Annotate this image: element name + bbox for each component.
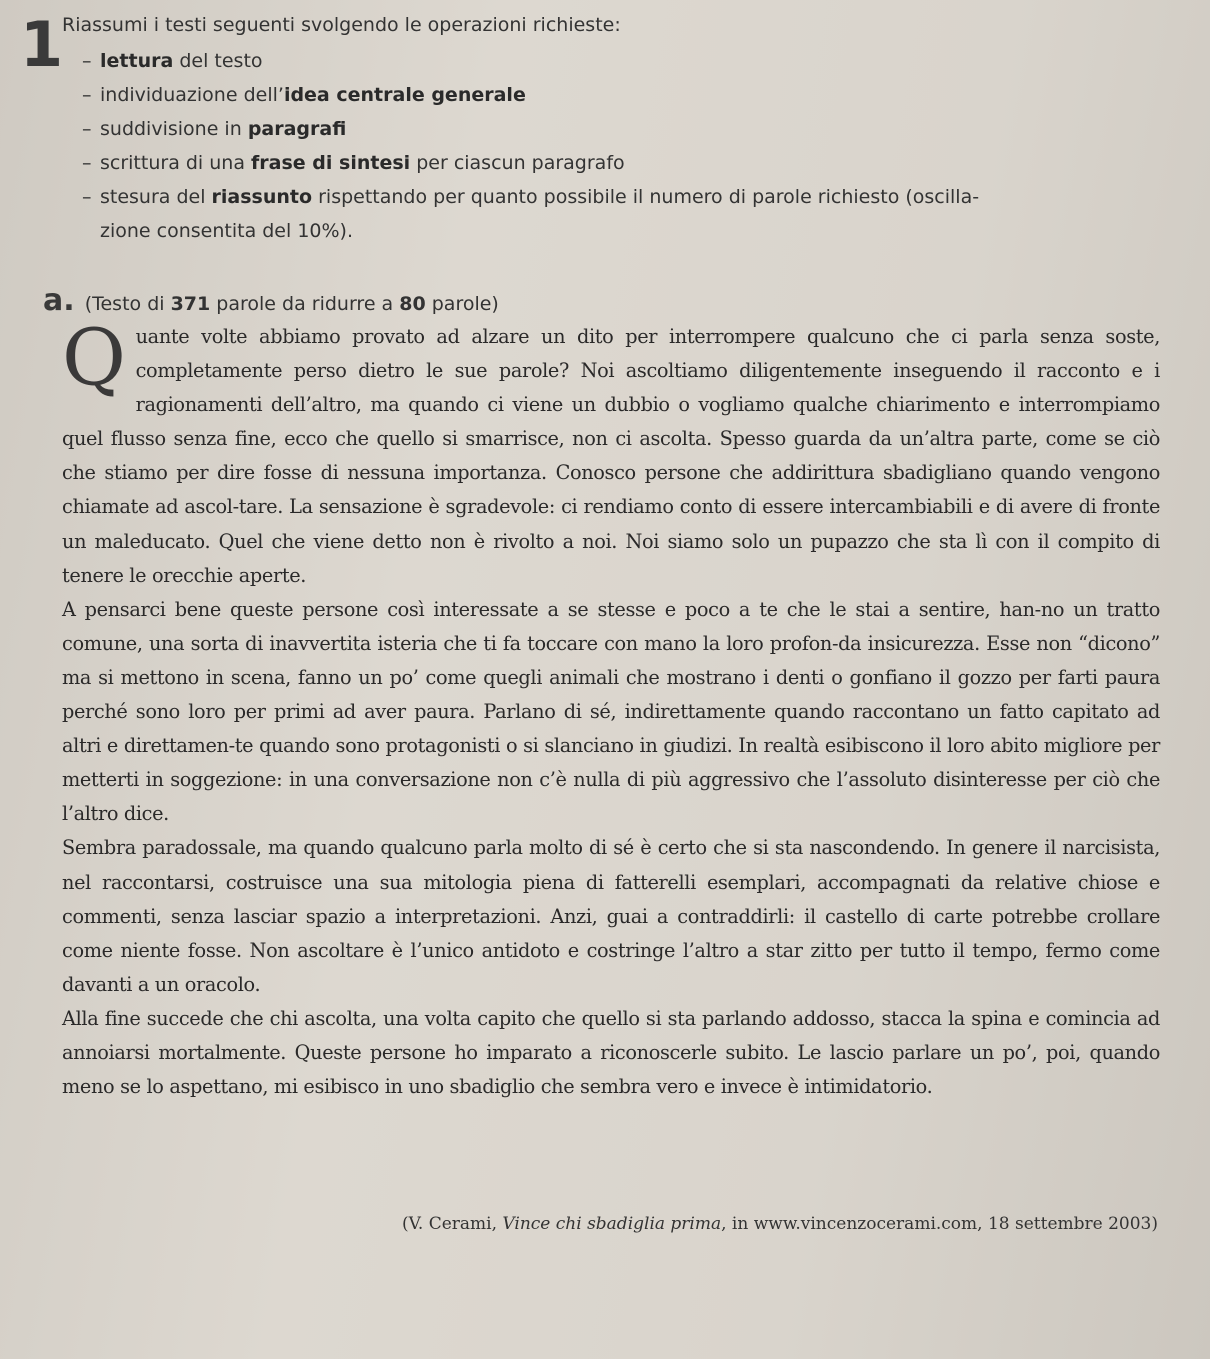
- task-heading-text: parole): [425, 293, 499, 315]
- step-text: rispettando per quanto possibile il numero di parole richiesto (oscilla-: [312, 186, 980, 208]
- step-dash: –: [82, 152, 92, 174]
- step-keyword: idea centrale generale: [283, 84, 526, 106]
- step-keyword: riassunto: [211, 186, 313, 208]
- step-keyword: lettura: [100, 50, 174, 72]
- step-keyword: paragrafi: [247, 118, 347, 140]
- citation-text: (V. Cerami,: [401, 1214, 503, 1234]
- paragraph: Sembra paradossale, ma quando qualcuno parla molto di sé è certo che si sta nascondendo. In genere il narcisista, nel raccontarsi, costruisce una sua mitologia piena di fatterelli esemplari, accompagnati da relative chiose e commenti, senza lasciar spazio a interpretazioni. Anzi, guai a contraddirli: il castello di carte potrebbe crollare come niente fosse. Non ascoltare è l’unico antidoto e costringe l’altro a star zitto per tutto il tempo, fermo come davanti a un oracolo.: [62, 836, 1160, 996]
- step-dash: –: [82, 186, 92, 208]
- step-text: del testo: [173, 50, 263, 72]
- step-item: [82, 78, 1172, 112]
- citation-title: Vince chi sbadiglia prima: [502, 1214, 722, 1234]
- step-text: per ciascun paragrafo: [410, 152, 625, 174]
- step-text: individuazione dell’: [100, 84, 284, 106]
- step-item: [82, 44, 1172, 78]
- exercise-instructions: [62, 10, 1172, 248]
- step-dash: –: [82, 84, 92, 106]
- paragraph: Alla fine succede che chi ascolta, una volta capito che quello si sta parlando addosso, stacca la spina e comincia ad annoiarsi mortalmente. Queste persone ho imparato a riconoscerle subito. Le lascio parlare un po’, poi, quando meno se lo aspettano, mi esibisco in uno sbadiglio che sembra vero e invece è intimidatorio.: [62, 1006, 1160, 1099]
- paragraph-text: uante volte abbiamo provato ad alzare un dito per interrompere qualcuno che ci parla senza soste, completamente perso dietro le sue parole? Noi ascoltiamo diligentemente inseguendo il racconto e i ragionamenti dell’altro, ma quando ci viene un dubbio o vogliamo qualche chiarimento e interrompiamo quel flusso senza fine, ecco che quello si smarrisce, non ci ascolta. Spesso guarda da un’altra parte, come se ciò che stiamo per dire fosse di nessuna importanza. Conosco persone che addirittura sbadigliano quando vengono chiamate ad ascol-tare. La sensazione è sgradevole: ci rendiamo conto di essere intercambiabili e di avere di fronte un maleducato. Quel che viene detto non è rivolto a noi. Noi siamo solo un pupazzo che sta lì con il compito di tenere le orecchie aperte.: [62, 325, 1160, 587]
- step-text: stesura del: [100, 186, 212, 208]
- reading-text: [62, 313, 1160, 1104]
- step-item: [82, 146, 1172, 180]
- step-item: [82, 112, 1172, 146]
- word-count-target: 80: [399, 293, 426, 315]
- steps-list: [62, 44, 1172, 248]
- step-keyword: frase di sintesi: [251, 152, 411, 174]
- citation-text: , in www.vincenzocerami.com, 18 settembre 2003): [721, 1214, 1158, 1234]
- drop-cap: Q: [62, 313, 126, 403]
- task-heading-text: (Testo di: [84, 293, 171, 315]
- step-dash: –: [82, 50, 92, 72]
- source-citation: [402, 1214, 1158, 1234]
- paragraph: A pensarci bene queste persone così interessate a se stesse e poco a te che le stai a sentire, han-no un tratto comune, una sorta di inavvertita isteria che ti fa toccare con mano la loro profon-da insicurezza. Esse non “dicono” ma si mettono in scena, fanno un po’ come quegli animali che mostrano i denti o gonfiano il gozzo per farti paura perché sono loro per primi ad aver paura. Parlano di sé, indirettamente quando raccontano un fatto capitato ad altri e direttamen-te quando sono protagonisti o si slanciano in giudizi. In realtà esibiscono il loro abito migliore per metterti in soggezione: in una conversazione non c’è nulla di più aggressivo che l’assoluto disinteresse per ciò che l’altro dice.: [62, 597, 1160, 826]
- step-text: suddivisione in: [100, 118, 248, 140]
- instruction-title: Riassumi i testi seguenti svolgendo le operazioni richieste:: [62, 14, 621, 36]
- step-text-continued: zione consentita del 10%).: [100, 220, 354, 242]
- word-count-total: 371: [170, 293, 211, 315]
- paragraph: [62, 313, 1160, 593]
- step-text: scrittura di una: [100, 152, 252, 174]
- exercise-number: 1: [20, 8, 64, 81]
- step-dash: –: [82, 118, 92, 140]
- task-heading-text: parole da ridurre a: [210, 293, 400, 315]
- step-item: [82, 180, 1172, 248]
- task-letter-char: a: [43, 283, 64, 318]
- task-bullet: .: [63, 283, 75, 318]
